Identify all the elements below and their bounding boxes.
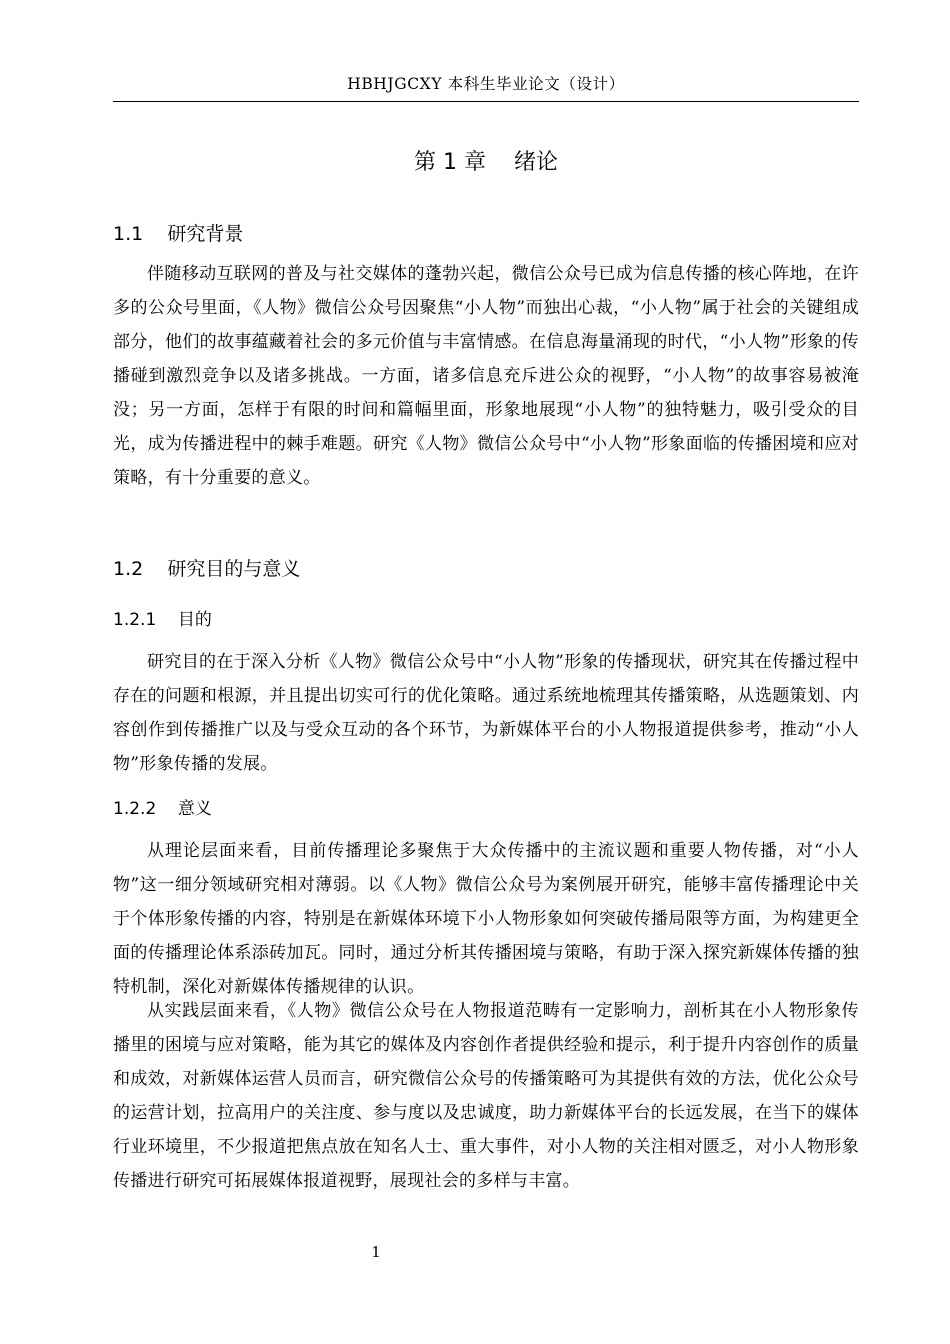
paragraph-background: 伴随移动互联网的普及与社交媒体的蓬勃兴起，微信公众号已成为信息传播的核心阵地，在许多的公众号里面，《人物》微信公众号因聚焦“小人物”而独出心裁，“小人物”属于社会的关键组成部分，他们的故事蕴藏着社会的多元价值与丰富情感。在信息海量涌现的时代，“小人物”形象的传播碰到激烈竞争以及诸多挑战。一方面，诸多信息充斥进公众的视野，“小人物”的故事容易被淹没；另一方面，怎样于有限的时间和篇幅里面，形象地展现“小人物”的独特魅力，吸引受众的目光，成为传播进程中的棘手难题。研究《人物》微信公众号中“小人物”形象面临的传播困境和应对策略，有十分重要的意义。 — [113, 264, 859, 488]
page-number: 1 — [371, 1243, 381, 1261]
subsection-heading-1-2-1: 1.2.1 目的 — [113, 610, 212, 630]
paragraph-purpose: 研究目的在于深入分析《人物》微信公众号中“小人物”形象的传播现状，研究其在传播过程中存在的问题和根源，并且提出切实可行的优化策略。通过系统地梳理其传播策略，从选题策划、内容创作到传播推广以及与受众互动的各个环节，为新媒体平台的小人物报道提供参考，推动“小人物”形象传播的发展。 — [113, 652, 859, 774]
running-header: HBHJGCXY 本科生毕业论文（设计） — [347, 75, 625, 93]
subsection-heading-1-2-2: 1.2.2 意义 — [113, 799, 212, 819]
section-heading-1-1: 1.1 研究背景 — [113, 223, 244, 245]
section-heading-1-2: 1.2 研究目的与意义 — [113, 558, 301, 580]
chapter-title: 第 1 章 绪论 — [414, 150, 558, 175]
header-divider — [113, 101, 859, 102]
paragraph-practice-significance: 从实践层面来看，《人物》微信公众号在人物报道范畴有一定影响力，剖析其在小人物形象传播里的困境与应对策略，能为其它的媒体及内容创作者提供经验和提示，利于提升内容创作的质量和成效，对新媒体运营人员而言，研究微信公众号的传播策略可为其提供有效的方法，优化公众号的运营计划，拉高用户的关注度、参与度以及忠诚度，助力新媒体平台的长远发展，在当下的媒体行业环境里，不少报道把焦点放在知名人士、重大事件，对小人物的关注相对匮乏，对小人物形象传播进行研究可拓展媒体报道视野，展现社会的多样与丰富。 — [113, 1001, 859, 1191]
paragraph-theory-significance: 从理论层面来看，目前传播理论多聚焦于大众传播中的主流议题和重要人物传播，对“小人物”这一细分领域研究相对薄弱。以《人物》微信公众号为案例展开研究，能够丰富传播理论中关于个体形象传播的内容，特别是在新媒体环境下小人物形象如何突破传播局限等方面，为构建更全面的传播理论体系添砖加瓦。同时，通过分析其传播困境与策略，有助于深入探究新媒体传播的独特机制，深化对新媒体传播规律的认识。 — [113, 841, 859, 997]
